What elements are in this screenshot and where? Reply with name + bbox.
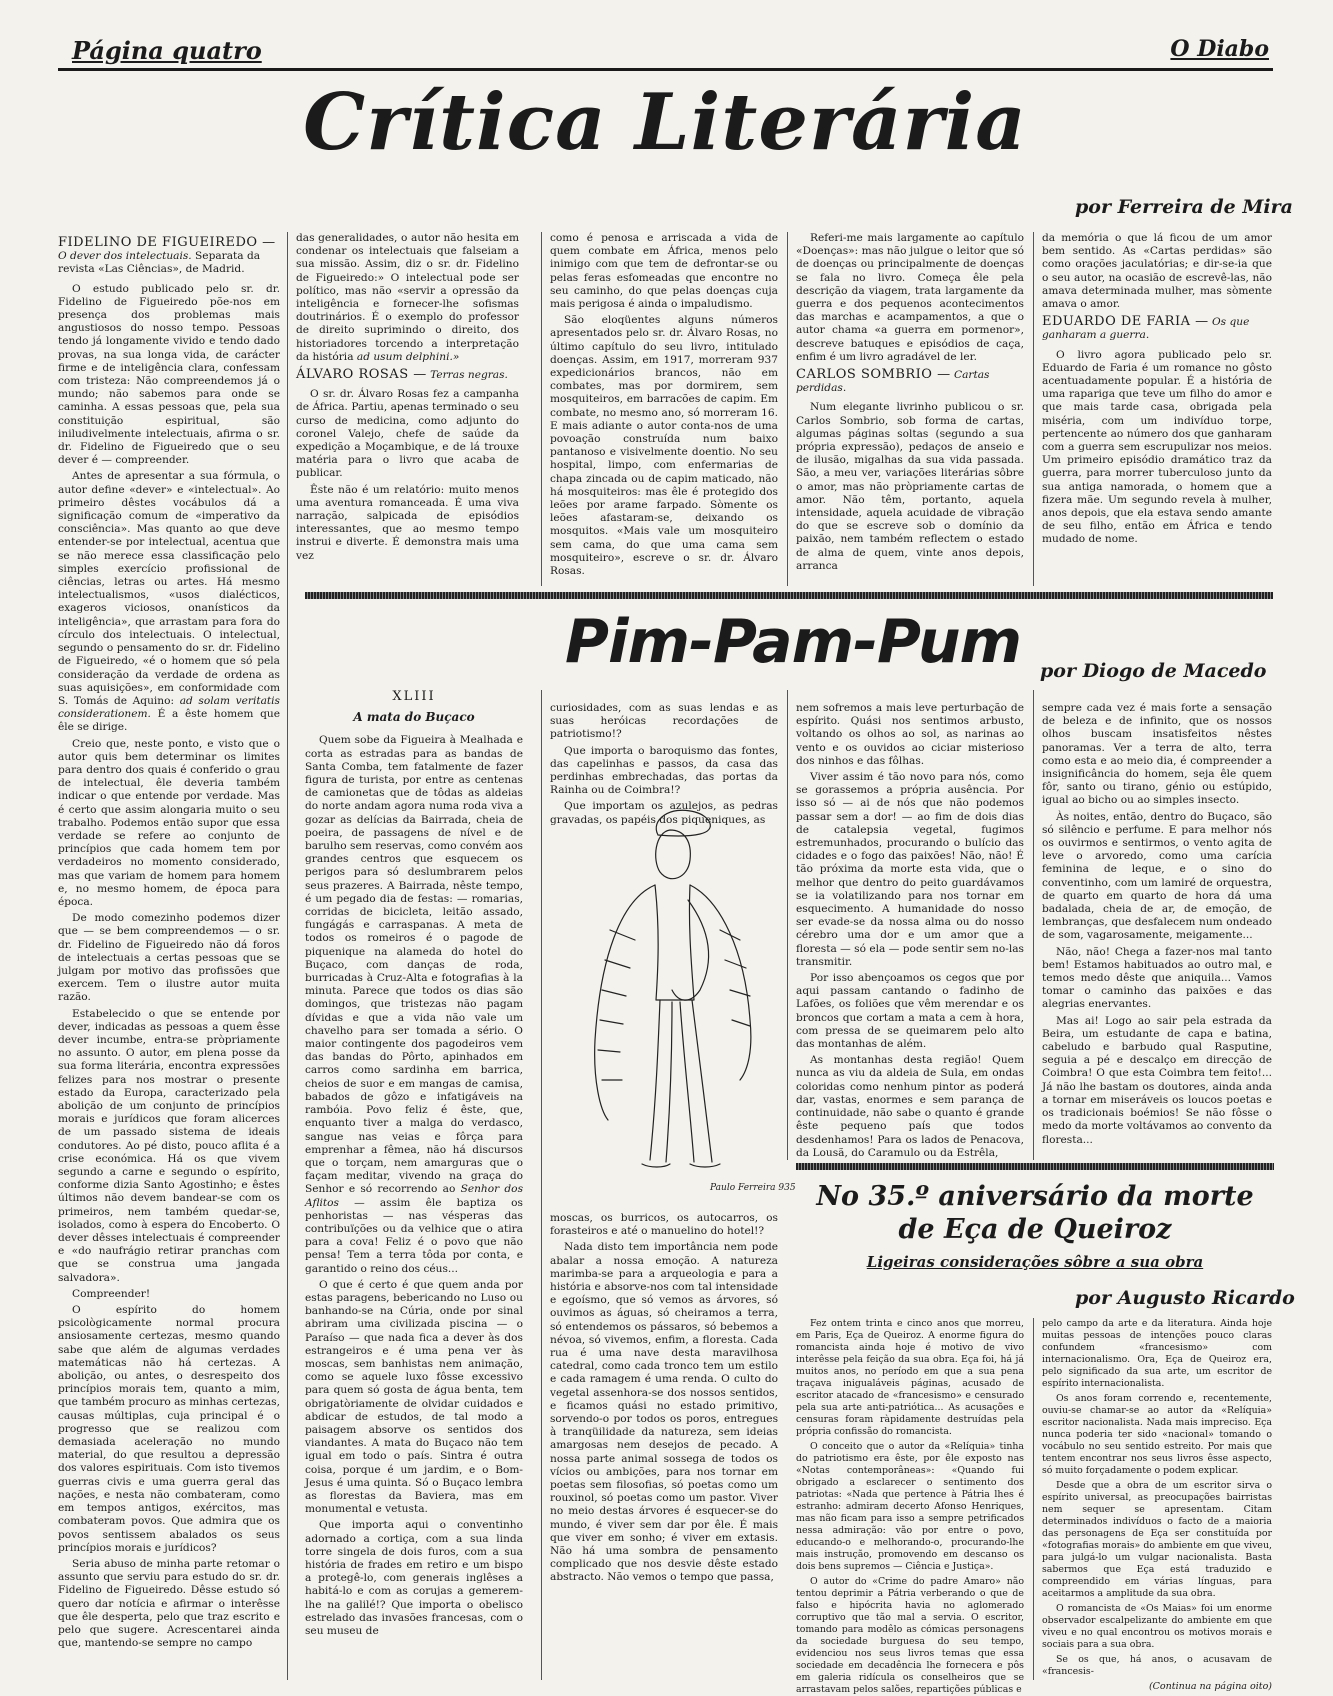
paragraph: Creio que, neste ponto, e visto que o autor quis bem determinar os limites para dentro dos quais é conferido o grau de intelectual, êle deveria também indicar o que entende por verdade. Mas é certo que assim alongaria muito o seu trabalho. Podemos então supor que essa verdade se refere ao conjunto de princípios que cada homem tem por verdadeiros no momento considerado, mas que variam de homem para homem e, no mesmo homem, de época para época. [58, 737, 280, 908]
paragraph: As montanhas desta região! Quem nunca as viu da aldeia de Sula, em ondas coloridas como nenhum pintor as poderá dar, vastas, enormes e sem parança de continuidade, não sabe o quanto é grande êste pequeno país que todos desdenhamos! Para os lados de Penacova, da Lousã, do Caramulo ou da Estrêla, [796, 1054, 1024, 1159]
review-source: Separata da revista «Las Ciências», de Madrid. [58, 250, 261, 276]
paragraph: Compreender! [72, 1287, 151, 1300]
review-heading [796, 368, 1024, 395]
eca-column-1 [796, 1318, 1024, 1695]
review-title: Terras negras. [430, 369, 508, 382]
review-title: O dever dos intelectuais. [58, 250, 192, 263]
pim-column-1 [305, 690, 523, 1680]
paragraph [296, 232, 519, 364]
paragraph: Num elegante livrinho publicou o sr. Carlos Sombrio, sob forma de cartas, algumas páginas soltas (segundo a sua própria expressão), pedaços de anseio e de ilusão, migalhas da sua vida passada. São, a meu ver, variações literárias sôbre o amor, mas não pròpriamente cartas de amor. Não têm, portanto, aquela intensidade, aquela acuidade de vibração do que se escreve sob o domínio da paixão, nem também reflectem o estado de alma de quem, vinte anos depois, arranca [796, 401, 1024, 572]
paragraph: Estabelecido o que se entende por dever, indicadas as pessoas a quem êsse dever incumbe, entra-se pròpriamente no assunto. O autor, em plena posse da sua forma literária, encontra expressões felizes para nos mostrar o presente estado da Europa, caracterizado pela abolição de um conjunto de princípios morais e jurídicos que foram alicerces de um passado sistema de ideais condutores. Ao pé disto, pouco aflita é a crise económica. Há os que vivem segundo a carne e segundo o espírito, conforme dizia Santo Agostinho; e êstes últimos não devem bandear-se com os primeiros, nem também quedar-se, isolados, como à espera do Encoberto. O dever dêsses intelectuais é compreender e «do naufrágio retirar pranchas com que se construa uma jangada salvadora». [58, 1007, 280, 1284]
paragraph-text: — assim êle baptiza os penhoristas — nas vésperas das contribuïções ou da velhice que o atira para a cova! Feliz é o povo que não pensa! Tem a terra tôda por conta, e garantido o reino dos céus... [305, 1196, 523, 1275]
column-rule [1033, 690, 1034, 1160]
eca-subtitle: Ligeiras considerações sôbre a sua obra [866, 1253, 1204, 1271]
sketch-torso [655, 885, 694, 1000]
italic-phrase: Senhor dos Aflitos [305, 1183, 523, 1209]
paragraph: Que importam os azulejos, as pedras gravadas, os papéis dos piqueniques, as [550, 800, 778, 826]
review-heading [58, 236, 280, 277]
critica-column-4 [796, 232, 1024, 586]
paragraph: O espírito do homem psicològicamente normal procura ansiosamente certezas, mesmo quando sabe que além de algumas verdades matemáticas não há certezas. A abolição, ou antes, o desrespeito dos princípios morais tem, quanto a mim, que também procuro as minhas certezas, causas múltiplas, cuja principal é o progresso que se realizou com demasiada aceleração no mundo material, do que resultou a depressão dos valores espirituais. Com isto tivemos guerras civis e uma guerra geral das nações, e nesta não combateram, como em tempos antigos, exércitos, mas combateram povos. Que admira que os povos sentissem abalados os seus princípios morais e jurídicos? [58, 1304, 280, 1554]
review-author: FIDELINO DE FIGUEIREDO — [58, 235, 276, 250]
eca-anniversary-title [800, 1180, 1270, 1246]
pim-column-2-bottom [550, 1212, 778, 1680]
column-rule [1033, 1318, 1034, 1680]
paragraph: Por isso abençoamos os cegos que por aqui passam cantando o fadinho de Lafões, os foliões que vêm merendar e os broncos que cortam a mata a cem à hora, com pressa de se queimarem pelo alto das montanhas de além. [796, 972, 1024, 1051]
sketch-feet [642, 1164, 720, 1167]
pim-column-2-top [550, 702, 778, 826]
paragraph: nem sofremos a mais leve perturbação de espírito. Quási nos sentimos arbusto, voltando os olhos ao sol, as narinas ao vento e os ouvidos ao ciciar misterioso dos ninhos e das fôlhas. [796, 702, 1024, 767]
paragraph: Seria abuso de minha parte retomar o assunto que serviu para estudo do sr. dr. Fidelino de Figueiredo. Dêsse estudo só quero dar notícia e afirmar o interêsse que êle desperta, pelo que traz escrito e pelo que sugere. Acrescentarei ainda que, mantendo-se sempre no campo [58, 1557, 280, 1650]
column-rule [287, 232, 288, 1680]
eca-byline: por Augusto Ricardo [1075, 1287, 1295, 1309]
pim-column-4 [1042, 702, 1272, 1160]
header-rule [58, 68, 1273, 71]
paragraph: Se os que, há anos, o acusavam de «francesis- [1042, 1654, 1272, 1677]
paragraph: Êste não é um relatório: muito menos uma aventura romanceada. É uma viva narração, salpicada de episódios interessantes, que ao mesmo tempo instrui e diverte. É demonstra mais uma vez [296, 483, 519, 562]
paragraph: Os anos foram correndo e, recentemente, ouviu-se chamar-se ao autor da «Relíquia» escritor nacionalista. Nada mais impreciso. Eça nunca poderia ter sido «nacional» tomando o vocábulo no seu sentido estreito. Por mais que tentem encontrar nos seus livros êsse aspecto, só muito forçadamente o podem explicar. [1042, 1393, 1272, 1476]
paragraph: como é penosa e arriscada a vida de quem combate em África, menos pelo inimigo com que tem de defrontar-se ou pelas feras esfomeadas que encontre no seu caminho, do que pelas doenças cuja mais perigosa é ainda o impaludismo. [550, 232, 778, 311]
section-divider [796, 1163, 1274, 1170]
student-sketch-illustration [560, 790, 796, 1210]
paragraph: da memória o que lá ficou de um amor bem sentido. As «Cartas perdidas» são como orações jaculatórias; e dir-se-ia que o seu autor, na ocasião de escrevê-las, não amava determinada mulher, mas sòmente amava o amor. [1042, 232, 1272, 311]
column-rule [541, 232, 542, 586]
paragraph-text: das generalidades, o autor não hesita em condenar os intelectuais que falseiam a sua missão. Assim, diz o sr. dr. Fidelino de Figueiredo:» O intelectual pode ser político, mas não «servir a opressão da inteligência e fornecer-lhe sofismas doutrinários. É o exemplo do professor de direito suprimindo o direito, dos historiadores torcendo a interpretação da história [296, 232, 519, 363]
pim-byline: por Diogo de Macedo [1040, 660, 1267, 682]
paragraph: moscas, os burricos, os autocarros, os forasteiros e até o manuelino do hotel!? [550, 1212, 778, 1238]
latin-quote: ad usum delphini.» [356, 350, 460, 363]
pim-pam-pum-title: Pim-Pam-Pum [565, 607, 1022, 677]
section-masthead: Crítica Literária [303, 77, 1027, 168]
paragraph: Nada disto tem importância nem pode abalar a nossa emoção. A natureza marimba-se para a arqueologia e para a história e absorve-nos com tal intensidade e egoísmo, que só vemos as árvores, só ouvimos as águas, só cheiramos a terra, só entendemos os pássaros, só bebemos a névoa, só vivemos, enfim, a floresta. Cada rua é uma nave desta maravilhosa catedral, como cada tronco tem um estilo e cada ramagem é uma renda. O culto do vegetal assenhora-se dos nossos sentidos, e ficamos quási no estado primitivo, sorvendo-o por todos os poros, entregues à tranqüilidade da natureza, sem ideias amargosas nem desejos de pecado. A nossa parte animal sossega de todos os vícios ou ambições, para nos tornar em poetas sem filosofias, só poetas como um rouxinol, só poetas como um pastor. Viver no meio destas árvores é esquecer-se do mundo, é viver sem dar por êle. É mais que viver em sonho; é viver em extasis. Não há uma sombra de pensamento complicado que nos desvie dêste estado abstracto. Não vemos o tempo que passa, [550, 1241, 778, 1584]
sketch-cape-stripes [598, 930, 750, 1080]
paragraph: Mas ai! Logo ao sair pela estrada da Beira, um estudante de capa e batina, cabeludo e barbudo qual Rasputine, seguia a pé e descalço em direcção de Coimbra! O que esta Coimbra tem feito!... Já não lhe bastam os doutores, ainda anda a tornar em miseráveis os loucos poetas e os tradicionais boémios! Se não fôsse o medo da morte voltávamos ao convento da floresta... [1042, 1014, 1272, 1146]
paragraph: pelo campo da arte e da literatura. Ainda hoje muitas pessoas de intenções pouco claras confundem «francesismo» com internacionalismo. Ora, Eça de Queiroz era, pelo significado da sua arte, um escritor de espírito internacionalista. [1042, 1318, 1272, 1389]
sketch-signature: Paulo Ferreira 935 [710, 1183, 796, 1193]
eca-column-2 [1042, 1318, 1272, 1692]
review-author: CARLOS SOMBRIO — [796, 367, 951, 383]
paragraph: O conceito que o autor da «Relíquia» tinha do patriotismo era êste, por êle exposto nas «Notas contemporâneas»: «Quando fui obrigado a esclarecer o sentimento dos patriotas: «Nada que pertence à Pátria lhes é estranho: admiram decerto Afonso Henriques, mas não ficam para isso a sempre petrificados nessa admiração: vão por entre o povo, educando-o e melhorando-o, procurando-lhe mais instrução, promovendo em descanso os dois bens supremos — Ciência e Justiça». [796, 1441, 1024, 1572]
paragraph: Que importa o baroquismo das fontes, das capelinhas e passos, da casa das perdinhas embrechadas, das portas da Rainha ou de Coimbra!? [550, 744, 778, 797]
chronicle-number: XLIII [392, 689, 436, 704]
paragraph-text: Quem sobe da Figueira à Mealhada e corta as estradas para as bandas de Santa Comba, tem fatalmente de fazer figura de turista, por entre as centenas de camionetas que de tôdas as aldeias do norte andam agora numa roda viva a gozar as delícias da Bairrada, cheia de poeira, de passagens de nível e de barulho sem reservas, como convém aos grandes centros que esquecem os perigos para só deslumbrarem pelos seus prazeres. A Bairrada, nêste tempo, é um pegado dia de festas: — romarias, corridas de bicicleta, leitão assado, fungágás e carraspanas. A meta de todos os romeiros é o pagode de piquenique na alameda do hotel do Buçaco, com danças de roda, burricadas à Cruz-Alta e fotografias à la minuta. Parece que todos os dias são domingos, que tristezas não pagam dívidas e que a vida não vale um chavelho para ser tomada a sério. O maior contingente dos pagodeiros vem das bandas do Pôrto, apinhados em carros como sardinha em barrica, cheios de suor e em mangas de camisa, babados de gôzo e infatigáveis na rambóia. Povo feliz é êste, que, enquanto tiver a malga do verdasco, sangue nas veias e fôrça para emprenhar a fêmea, não há discursos que o torçam, nem amarguras que o façam meditar, vivendo na graça do Senhor e só recorrendo ao [305, 734, 523, 1196]
paragraph: São eloqüentes alguns números apresentados pelo sr. dr. Álvaro Rosas, no último capítulo do seu livro, intitulado doenças. Assim, em 1917, morreram 937 expedicionários brancos, não em combates, mas por dormirem, sem mosquiteiros, em barracões de capim. Em combate, no mesmo ano, só morreram 16. E mais adiante o autor conta-nos de uma povoação construída num baixo pantanoso e visivelmente doentio. No seu hospital, limpo, com enfermarias de chapa zincada ou de capim maticado, não há mosquiteiros: mas êle é protegido dos leões por arame farpado. Sòmente os leões afastaram-se, deixando os mosquitos. «Mais vale um mosquiteiro sem cama, do que uma cama sem mosquiteiro», escreve o sr. dr. Álvaro Rosas. [550, 314, 778, 578]
newspaper-name-header: O Diabo [1170, 36, 1269, 62]
paragraph: O sr. dr. Álvaro Rosas fez a campanha de África. Partiu, apenas terminado o seu curso de medicina, como adjunto do coronel Valejo, chefe de saúde da expedição a Moçambique, e de lá trouxe matéria para o livro que acaba de publicar. [296, 388, 519, 480]
paragraph: Fez ontem trinta e cinco anos que morreu, em Paris, Eça de Queiroz. A enorme figura do romancista ainda hoje é motivo de vivo interêsse pela feição da sua obra. Eça foi, há já muitos anos, no período em que a sua pena traçava inigualáveis páginas, acusado de escritor atacado de «francesismo» e censurado pela sua arte anti-patriótica... As acusações e censuras foram ràpidamente destruídas pela própria confissão do romancista. [796, 1318, 1024, 1437]
paragraph: Desde que a obra de um escritor sirva o espírito universal, as preocupações bairristas nem sequer se apresentam. Citam determinados indivíduos o facto de a maioria das personagens de Eça ser constituída por «fotografias morais» do ambiente em que viveu, para julgá-lo um vulgar nacionalista. Basta sabermos que Eça está traduzido e compreendido em várias línguas, para aceitarmos a amplitude da sua obra. [1042, 1480, 1272, 1599]
paragraph: Que importa aqui o conventinho adornado a cortiça, com a sua linda torre singela de dois furos, com a sua história de frades em retiro e um bispo a protegê-lo, com generais inglêses a habitá-lo e com as corujas a gemerem-lhe na galilé!? Que importa o obelisco estrelado das invasões francesas, com o seu museu de [305, 1519, 523, 1638]
paragraph: Viver assim é tão novo para nós, como se gorassemos a própria ausência. Por isso só — ai de nós que não podemos passar sem a dor! — ao fim de dois dias de catalepsia vegetal, fugimos estremunhados, procurando o bulício das cidades e o fogo das paixões! Não, não! É tão próxima da morte esta vida, que o melhor que dentro do peito guardávamos se ia volatilizando para nos tornar em esquecimento. A humanidade do nosso ser evade-se da nossa alma ou do nosso cérebro uma dor e um amor que a floresta — só ela — pode sentir sem no-las transmitir. [796, 771, 1024, 968]
paragraph: Às noites, então, dentro do Buçaco, são só silêncio e perfume. E para melhor nós os ouvirmos e sentirmos, o vento agita de leve o arvoredo, como uma carícia feminina de leque, e o sino do conventinho, com um lamiré de orquestra, de quarto em quarto de hora dá uma badalada, cheia de ar, de emoção, de lembranças, que desfalecem num ondeado de som, vagarosamente, meigamente... [1042, 810, 1272, 942]
paragraph: O livro agora publicado pelo sr. Eduardo de Faria é um romance no gôsto acentuadamente popular. É a história de uma rapariga que teve um filho do amor e que mais tarde casa, obrigada pela miséria, com um indivíduo torpe, pertencente ao número dos que ganharam com a guerra sem escrupulizar nos meios. Um primeiro episódio dramático traz da guerra, para morrer tuberculoso junto da sua antiga namorada, o homem que a fizera mãe. Um segundo revela à mulher, anos depois, que ela estava sendo amante de seu filho, então em África e tendo mudado de nome. [1042, 348, 1272, 546]
critica-column-3 [550, 232, 778, 586]
paragraph: sempre cada vez é mais forte a sensação de beleza e de infinito, que os nossos olhos buscam insatisfeitos nêstes panoramas. Ver a terra de alto, terra como esta e ao meio dia, é compreender a insignificância do homem, seja êle quem fôr, santo ou tirano, génio ou estúpido, igual ao bicho ou ao simples insecto. [1042, 702, 1272, 807]
sketch-head [656, 830, 691, 879]
paragraph [305, 734, 523, 1275]
critica-column-2 [296, 232, 519, 586]
page-number-header: Página quatro [72, 36, 262, 65]
critica-byline: por Ferreira de Mira [1075, 196, 1293, 218]
critica-column-5 [1042, 232, 1272, 586]
chronicle-subtitle: A mata do Buçaco [353, 710, 475, 725]
paragraph: De modo comezinho podemos dizer que — se bem compreendemos — o sr. dr. Fidelino de Figueiredo não dá foros de intelectuais a certas pessoas que se julgam por motivo das profissões que exercem. Tem o ilustre autor muita razão. [58, 912, 280, 1004]
sketch-cape [595, 885, 751, 1120]
sketch-legs [650, 1000, 712, 1162]
paragraph: Não, não! Chega a fazer-nos mal tanto bem! Estamos habituados ao outro mal, e temos medo dêste que aniquila... Vamos tomar o caminho das paixões e das alegrias enervantes. [1042, 945, 1272, 1011]
paragraph-text: É a êste homem que êle se dirige. [58, 708, 280, 734]
eca-title-line-2: de Eça de Queiroz [898, 1214, 1172, 1245]
review-heading [296, 368, 519, 382]
paragraph: Referi-me mais largamente ao capítulo «Doenças»: mas não julgue o leitor que só de doenças ou principalmente de doenças se fala no livro. Começa êle pela descrição da viagem, trata largamente da guerra e dos pequenos acontecimentos das marchas e acampamentos, a que o autor chama «a guerra em pormenor», descreve batuques e episódios de caça, enfim é um livro agradável de ler. [796, 232, 1024, 363]
paragraph: curiosidades, com as suas lendas e as suas heróicas recordações de patriotismo!? [550, 702, 778, 741]
column-rule [787, 232, 788, 586]
section-divider [305, 592, 1273, 599]
review-title: Cartas perdidas. [796, 369, 990, 395]
critica-column-1 [58, 232, 280, 1680]
paragraph: O estudo publicado pelo sr. dr. Fidelino de Figueiredo põe-nos em presença dos problemas mais angustiosos do nosso tempo. Pessoas tendo já longamente vivido e tendo dado provas, na sua longa vida, de carácter firme e de inteligência clara, confessam com tristeza: Não compreendemos já o mundo; não sabemos para onde se caminha. A essas pessoas que, pela sua constituição espiritual, são iniludivelmente intelectuais, afirma o sr. dr. Fidelino de Figueiredo que o seu dever é — compreender. [58, 282, 280, 467]
review-author: EDUARDO DE FARIA — [1042, 314, 1209, 330]
pim-column-3 [796, 702, 1024, 1160]
review-author: ÁLVARO ROSAS — [296, 367, 427, 383]
column-rule [1033, 232, 1034, 586]
paragraph [58, 470, 280, 734]
paragraph: O que é certo é que quem anda por estas paragens, bebericando no Luso ou banhando-se na Cúria, onde por sinal abriram uma civilizada piscina — o Paraíso — que nada fica a dever às dos estrangeiros e é uma pena ver às moscas, sem banhistas nem animação, como se aquele luxo fôsse excessivo para quem só gosta de água benta, tem obrigatòriamente de olvidar cuidados e abdicar de estudos, de tal modo a paisagem absorve os sentidos dos viandantes. A mata do Buçaco não tem igual em todo o país. Sintra é outra coisa, porque é um jardim, e o Bom-Jesus é uma quinta. Só o Buçaco lembra as florestas da Baviera, mas em monumental e vetusta. [305, 1278, 523, 1516]
review-heading [1042, 315, 1272, 342]
eca-title-line-1: No 35.º aniversário da morte [816, 1181, 1254, 1212]
column-rule [787, 690, 788, 1160]
paragraph: O romancista de «Os Maias» foi um enorme observador escalpelizante do ambiente em que viveu e no qual encontrou os motivos morais e sociais para a sua obra. [1042, 1603, 1272, 1650]
paragraph-text: Antes de apresentar a sua fórmula, o autor define «dever» e «intelectual». Ao primeiro dêstes vocábulos dá a significação comum de «imperativo da consciência». Mas quanto ao que deve entender-se por intelectual, acentua que se não merece essa classificação pelo simples exercício profissional de ciências, letras ou artes. Há mesmo intelectualismos, «usos dialécticos, exageros viciosos, onanísticos da inteligência», que arrastam para fora do círculo dos intelectuais. O intelectual, segundo o pensamento do sr. dr. Fidelino de Figueiredo, «é o homem que só pela consideração da verdade de ordena as suas aquisições», em conformidade com S. Tomás de Aquino: [58, 470, 280, 707]
column-rule [541, 690, 542, 1680]
continued-note: (Continua na página oito) [1148, 1681, 1272, 1692]
paragraph: O autor do «Crime do padre Amaro» não tentou deprimir a Pátria verberando o que de falso e hipócrita havia no aglomerado corruptivo que tão mal a servia. O escritor, tomando para modêlo as cómicas personagens da sociedade burguesa do seu tempo, evidenciou nos seus livros temas que essa sociedade em decadência lhe fornecera e pôs em galeria ridícula os conselheiros que se arrastavam pelos salões, repartições públicas e [796, 1576, 1024, 1695]
latin-quote: ad solam veritatis considerationem. [58, 694, 280, 721]
review-title: Os que ganharam a guerra. [1042, 316, 1250, 342]
